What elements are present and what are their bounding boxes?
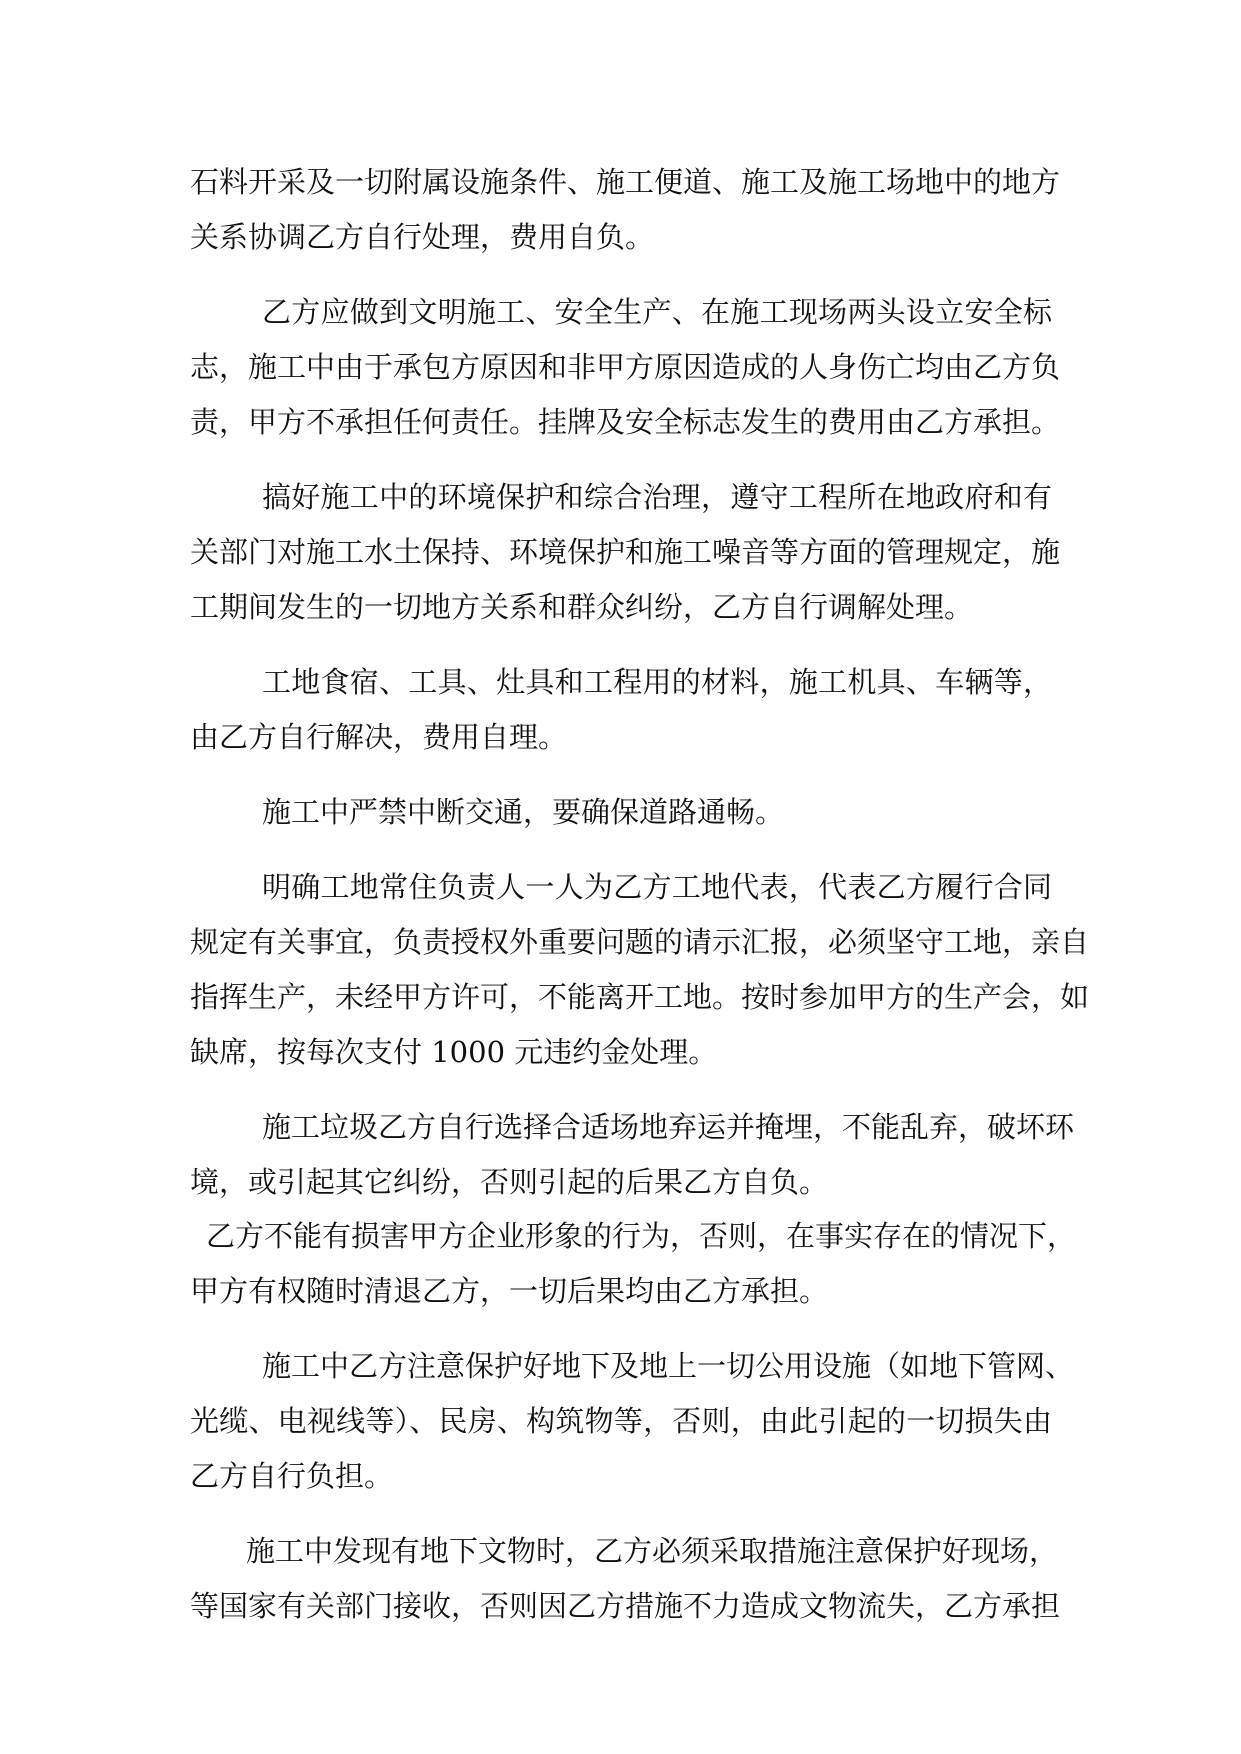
text-line: 施工中乙方注意保护好地下及地上一切公用设施（如地下管网、 [262, 1349, 1075, 1383]
text-line: 乙方应做到文明施工、安全生产、在施工现场两头设立安全标 [262, 295, 1052, 329]
text-line: 光缆、电视线等）、民房、构筑物等，否则，由此引起的一切损失由 [190, 1404, 1052, 1438]
text-line: 施工中发现有地下文物时，乙方必须采取措施注意保护好现场， [246, 1534, 1059, 1568]
text-line: 由乙方自行解决，费用自理。 [190, 720, 568, 754]
text-line: 乙方自行负担。 [190, 1459, 394, 1493]
text-line: 搞好施工中的环境保护和综合治理，遵守工程所在地政府和有 [262, 480, 1052, 514]
text-line: 甲方有权随时清退乙方，一切后果均由乙方承担。 [190, 1274, 829, 1308]
text-line: 责，甲方不承担任何责任。挂牌及安全标志发生的费用由乙方承担。 [190, 405, 1061, 439]
text-line: 工地食宿、工具、灶具和工程用的材料，施工机具、车辆等， [262, 665, 1052, 699]
text-line: 施工垃圾乙方自行选择合适场地弃运并掩埋，不能乱弃，破坏环 [262, 1110, 1075, 1144]
text-line: 工期间发生的一切地方关系和群众纠纷，乙方自行调解处理。 [190, 590, 974, 624]
text-line: 等国家有关部门接收，否则因乙方措施不力造成文物流失，乙方承担 [190, 1589, 1061, 1623]
text-line: 志，施工中由于承包方原因和非甲方原因造成的人身伤亡均由乙方负 [190, 350, 1061, 384]
text-line: 关系协调乙方自行处理，费用自负。 [190, 220, 655, 254]
text-line: 缺席，按每次支付 1000 元违约金处理。 [190, 1035, 718, 1069]
text-line: 明确工地常住负责人一人为乙方工地代表，代表乙方履行合同 [262, 870, 1052, 904]
text-line: 关部门对施工水土保持、环境保护和施工噪音等方面的管理规定，施 [190, 535, 1061, 569]
text-line: 乙方不能有损害甲方企业形象的行为，否则，在事实存在的情况下， [206, 1219, 1077, 1253]
text-line: 施工中严禁中断交通，要确保道路通畅。 [262, 795, 785, 829]
text-line: 指挥生产，未经甲方许可，不能离开工地。按时参加甲方的生产会，如 [190, 980, 1090, 1014]
text-line: 规定有关事宜，负责授权外重要问题的请示汇报，必须坚守工地，亲自 [190, 925, 1090, 959]
text-line: 石料开采及一切附属设施条件、施工便道、施工及施工场地中的地方 [190, 165, 1061, 199]
text-line: 境，或引起其它纠纷，否则引起的后果乙方自负。 [190, 1165, 829, 1199]
